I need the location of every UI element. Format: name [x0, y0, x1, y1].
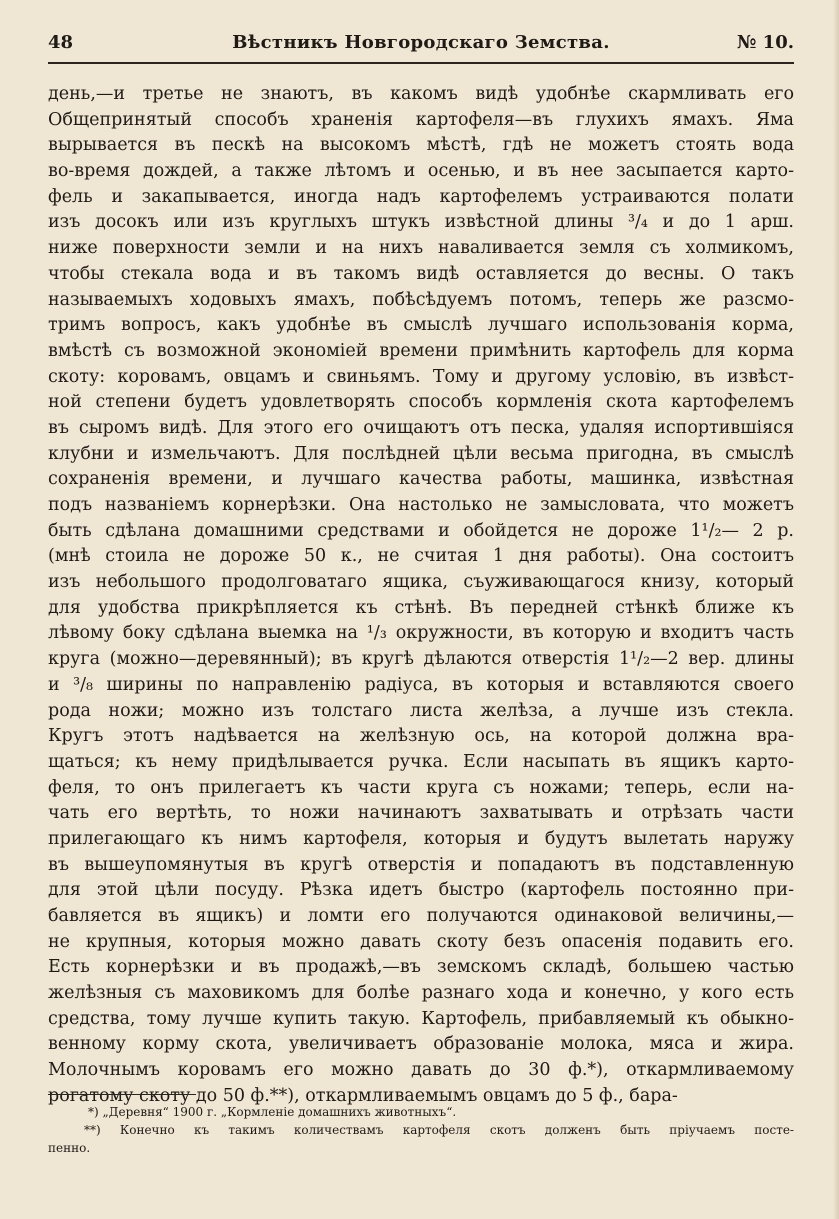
text-line: сохраненія времени, и лучшаго качества работы, машинка, извѣстная: [48, 469, 794, 490]
text-line: скоту: коровамъ, овцамъ и свиньямъ. Тому и другому условію, въ извѣст-: [48, 366, 794, 387]
header-rule: [48, 62, 794, 64]
text-line: вмѣстѣ съ возможной экономіей времени примѣнить картофель для корма: [48, 340, 794, 361]
text-line: желѣзныя съ маховикомъ для болѣе разнаго хода и конечно, у кого есть: [48, 983, 794, 1004]
text-line: средства, тому лучше купить такую. Картофель, прибавляемый къ обыкно-: [48, 1008, 794, 1029]
issue-number: № 10.: [736, 32, 794, 53]
text-line: въ вышеупомянутыя въ кругѣ отверстія и попадаютъ въ подставленную: [48, 854, 794, 875]
text-line: чтобы стекала вода и въ такомъ видѣ оставляется до весны. О такъ: [48, 263, 794, 284]
body-text: [48, 82, 794, 1110]
page-number: 48: [48, 32, 74, 53]
text-line: изъ досокъ или изъ круглыхъ штукъ извѣстной длины ³/₄ и до 1 арш.: [48, 212, 794, 233]
text-line: для удобства прикрѣпляется къ стѣнѣ. Въ передней стѣнкѣ ближе къ: [48, 597, 794, 618]
text-line: фель и закапывается, иногда надъ картофелемъ устраиваются полати: [48, 186, 794, 207]
text-line: рода ножи; можно изъ толстаго листа желѣза, а лучше изъ стекла.: [48, 700, 794, 721]
text-line: Общепринятый способъ храненія картофеля—въ глухихъ ямахъ. Яма: [48, 109, 794, 130]
text-line: Кругъ этотъ надѣвается на желѣзную ось, на которой должна вра-: [48, 726, 794, 747]
footnote-rule: [48, 1094, 196, 1095]
text-line: тримъ вопросъ, какъ удобнѣе въ смыслѣ лучшаго использованія корма,: [48, 315, 794, 336]
text-line: Есть корнерѣзки и въ продажѣ,—въ земскомъ складѣ, большею частью: [48, 957, 794, 978]
footnote-1: *) „Деревня“ 1900 г. „Кормленіе домашнихъ животныхъ“.: [88, 1105, 457, 1119]
text-line: для этой цѣли посуду. Рѣзка идетъ быстро (картофель постоянно при-: [48, 880, 794, 901]
text-line: венному корму скота, увеличиваетъ образованіе молока, мяса и жира.: [48, 1034, 794, 1055]
text-line: день,—и третье не знаютъ, въ какомъ видѣ удобнѣе скармливать его: [48, 84, 794, 104]
text-line: изъ небольшого продолговатаго ящика, съуживающагося книзу, который: [48, 572, 794, 593]
footnote-2-continuation: пенно.: [48, 1141, 91, 1155]
text-line: круга (можно—деревянный); въ кругѣ дѣлаются отверстія 1¹/₂—2 вер. длины: [48, 649, 794, 670]
text-line: щаться; къ нему придѣлывается ручка. Если насыпать въ ящикъ карто-: [48, 751, 794, 772]
text-line: лѣвому боку сдѣлана выемка на ¹/₃ окружности, въ которую и входитъ часть: [48, 623, 794, 644]
text-line: подъ названіемъ корнерѣзки. Она настолько не замысловата, что можетъ: [48, 495, 794, 515]
text-line: въ сыромъ видѣ. Для этого его очищаютъ отъ песка, удаляя испортившіяся: [48, 417, 794, 438]
page-header: [48, 32, 794, 56]
journal-title: Вѣстникъ Новгородскаго Земства.: [232, 32, 610, 53]
text-line: бавляется въ ящикъ) и ломти его получаются одинаковой величины,—: [48, 906, 794, 926]
text-line: чать его вертѣть, то ножи начинаютъ захватывать и отрѣзать части: [48, 803, 794, 824]
footnote-2: **) Конечно къ такимъ количествамъ картофеля скотъ долженъ быть пріучаемъ посте-: [84, 1123, 794, 1137]
text-line: Молочнымъ коровамъ его можно давать до 30 ф.*), откармливаемому: [48, 1060, 794, 1081]
footnotes: [48, 1103, 794, 1157]
text-line: (мнѣ стоила не дороже 50 к., не считая 1 дня работы). Она состоитъ: [48, 546, 794, 567]
text-line: прилегающаго къ нимъ картофеля, которыя и будутъ вылетать наружу: [48, 828, 794, 849]
text-line: быть сдѣлана домашними средствами и обойдется не дороже 1¹/₂— 2 р.: [48, 520, 794, 541]
text-line: ниже поверхности земли и на нихъ наваливается земля съ холмикомъ,: [48, 238, 794, 259]
text-line: клубни и измельчаютъ. Для послѣдней цѣли весьма пригодна, въ смыслѣ: [48, 443, 794, 464]
text-line: не крупныя, которыя можно давать скоту безъ опасенія подавить его.: [48, 931, 794, 952]
text-line: ной степени будетъ удовлетворять способъ кормленія скота картофелемъ: [48, 392, 794, 413]
text-line: вырывается въ пескѣ на высокомъ мѣстѣ, гдѣ не можетъ стоять вода: [48, 135, 794, 156]
text-line: называемыхъ ходовыхъ ямахъ, побѣсѣдуемъ потомъ, теперь же разсмо-: [48, 289, 794, 310]
page-edge: [833, 0, 839, 1219]
text-line: во-время дождей, а также лѣтомъ и осенью, и въ нее засыпается карто-: [48, 161, 794, 182]
text-line: феля, то онъ прилегаетъ къ части круга съ ножами; теперь, если на-: [48, 777, 794, 798]
text-line: и ³/₈ ширины по направленію радіуса, въ которыя и вставляются своего: [48, 674, 794, 695]
text-line: рогатому скоту до 50 ф.**), откармливаемымъ овцамъ до 5 ф., бара-: [48, 1085, 678, 1106]
